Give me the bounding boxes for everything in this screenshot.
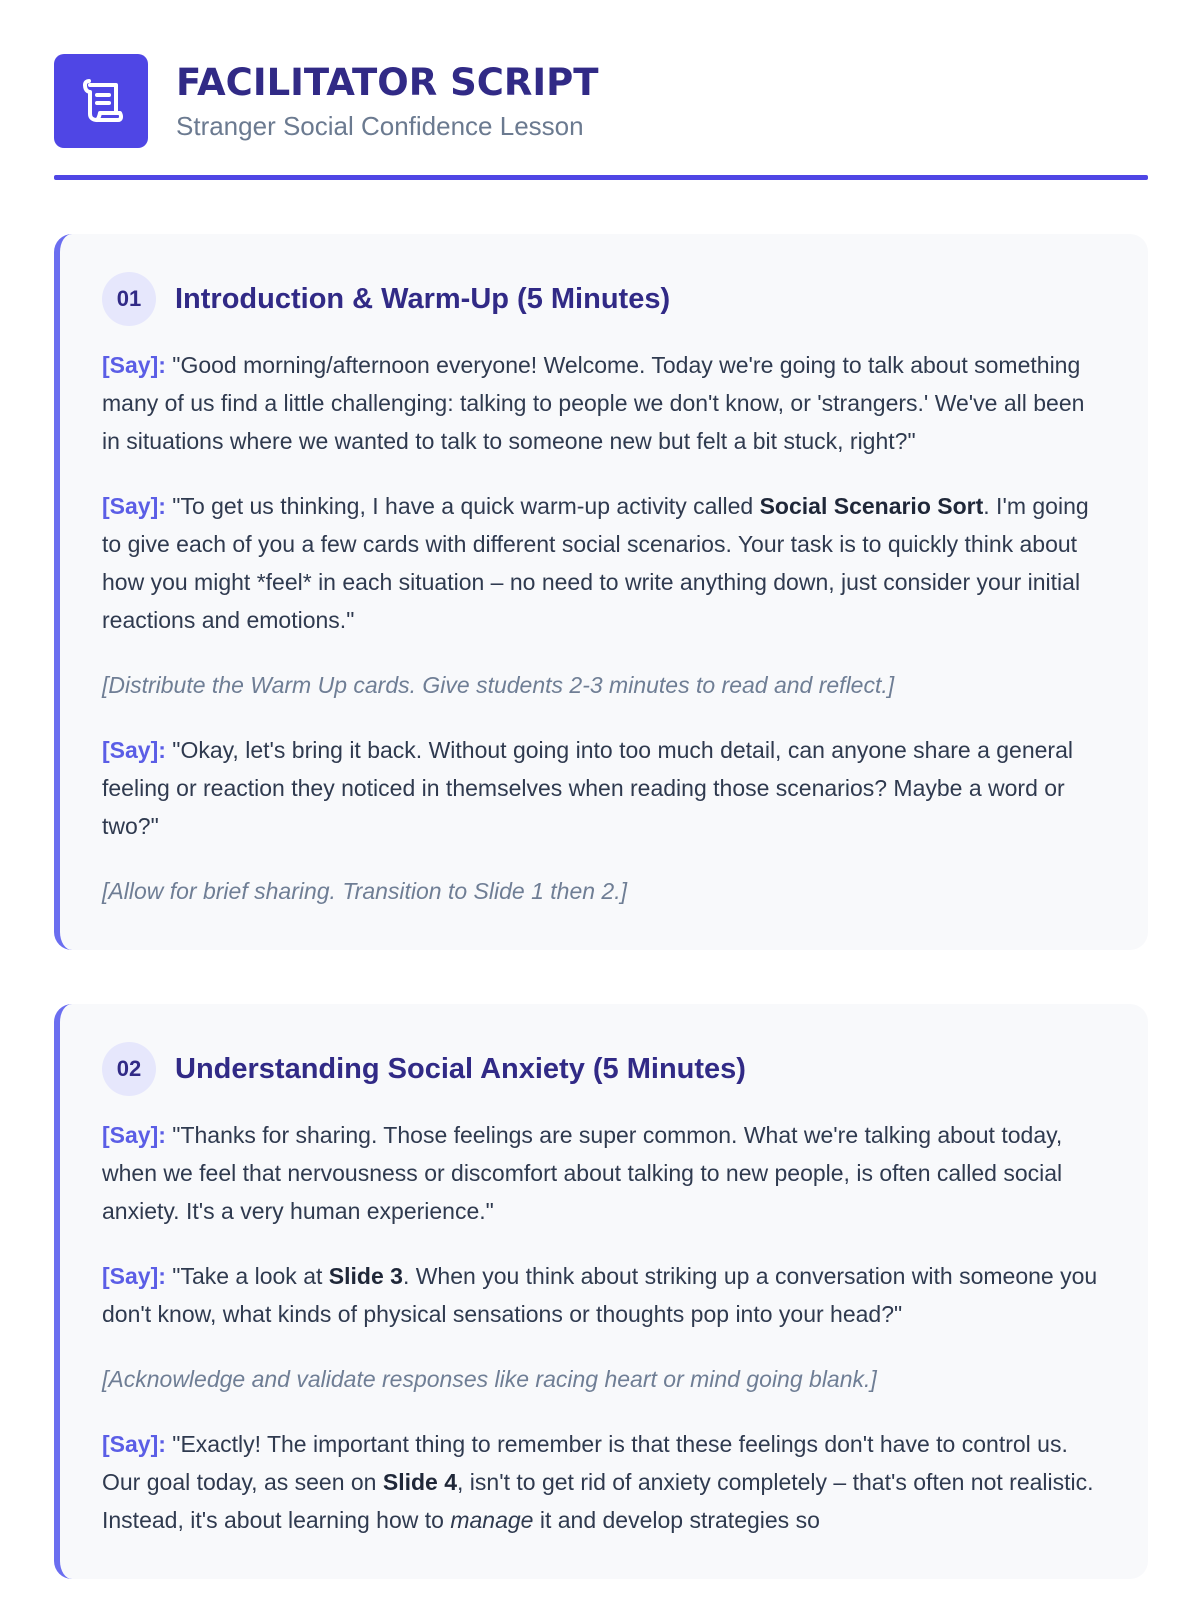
say-label: [Say]:: [102, 1263, 166, 1289]
section-title: Introduction & Warm-Up (5 Minutes): [175, 282, 671, 315]
say-text: "Take a look at: [165, 1263, 329, 1289]
section-number-badge: 02: [102, 1042, 156, 1096]
say-text: . I'm going to give each of you a few cards with different social scenarios. Your task is to quickly think about how you might *feel* in each situation – no need to write anything down, just consider your initial reactions and emotions.": [102, 493, 1089, 633]
script-section: [54, 1004, 1148, 1579]
stage-direction: [Allow for brief sharing. Transition to Slide 1 then 2.]: [102, 878, 628, 904]
say-text: "Okay, let's bring it back. Without going into too much detail, can anyone share a general feeling or reaction they noticed in themselves when reading those scenarios? Maybe a word or two?": [102, 737, 1073, 839]
section-header: [102, 272, 1108, 326]
page-title: FACILITATOR SCRIPT: [176, 61, 599, 104]
stage-direction: [Distribute the Warm Up cards. Give students 2-3 minutes to read and reflect.]: [102, 672, 895, 698]
header-text: [176, 61, 599, 141]
slide-reference: Slide 3: [328, 1263, 403, 1289]
say-paragraph: [102, 1257, 1108, 1333]
script-section: [54, 234, 1148, 950]
say-label: [Say]:: [102, 737, 166, 763]
say-label: [Say]:: [102, 1431, 166, 1457]
header-divider: [54, 175, 1148, 180]
page-header: [54, 54, 1148, 148]
facilitator-script-page: [54, 54, 1148, 1579]
say-paragraph: [102, 487, 1108, 639]
section-number-badge: 01: [102, 272, 156, 326]
say-text: it and develop strategies so: [533, 1507, 820, 1533]
scroll-icon: [54, 54, 148, 148]
say-text: "Good morning/afternoon everyone! Welcome. Today we're going to talk about something many of us find a little challenging: talking to people we don't know, or 'strangers.' We've all been in situations where we wanted to talk to someone new but felt a bit stuck, right?": [102, 352, 1085, 454]
say-paragraph: [102, 346, 1108, 460]
say-text: "Exactly! The important thing to remember is that these feelings don't have to control us. Our goal today, as seen on: [102, 1431, 1068, 1495]
activity-name: Social Scenario Sort: [759, 493, 984, 519]
say-paragraph: [102, 1116, 1108, 1230]
say-label: [Say]:: [102, 493, 166, 519]
section-header: [102, 1042, 1108, 1096]
stage-direction: [Acknowledge and validate responses like racing heart or mind going blank.]: [102, 1366, 877, 1392]
section-title: Understanding Social Anxiety (5 Minutes): [175, 1052, 746, 1085]
emphasis-text: manage: [450, 1507, 534, 1533]
say-paragraph: [102, 731, 1108, 845]
say-text: "To get us thinking, I have a quick warm-up activity called: [165, 493, 760, 519]
slide-reference: Slide 4: [382, 1469, 458, 1495]
say-text: . When you think about striking up a conversation with someone you don't know, what kinds of physical sensations or thoughts pop into your head?": [102, 1263, 1098, 1327]
say-label: [Say]:: [102, 352, 166, 378]
page-subtitle: Stranger Social Confidence Lesson: [176, 111, 584, 141]
say-paragraph: [102, 1425, 1108, 1539]
say-text: "Thanks for sharing. Those feelings are super common. What we're talking about today, when we feel that nervousness or discomfort about talking to new people, is often called social anxiety. It's a very human experience.": [102, 1122, 1063, 1224]
say-label: [Say]:: [102, 1122, 166, 1148]
say-text: , isn't to get rid of anxiety completely – that's often not realistic. Instead, it's about learning how to: [102, 1469, 1094, 1533]
